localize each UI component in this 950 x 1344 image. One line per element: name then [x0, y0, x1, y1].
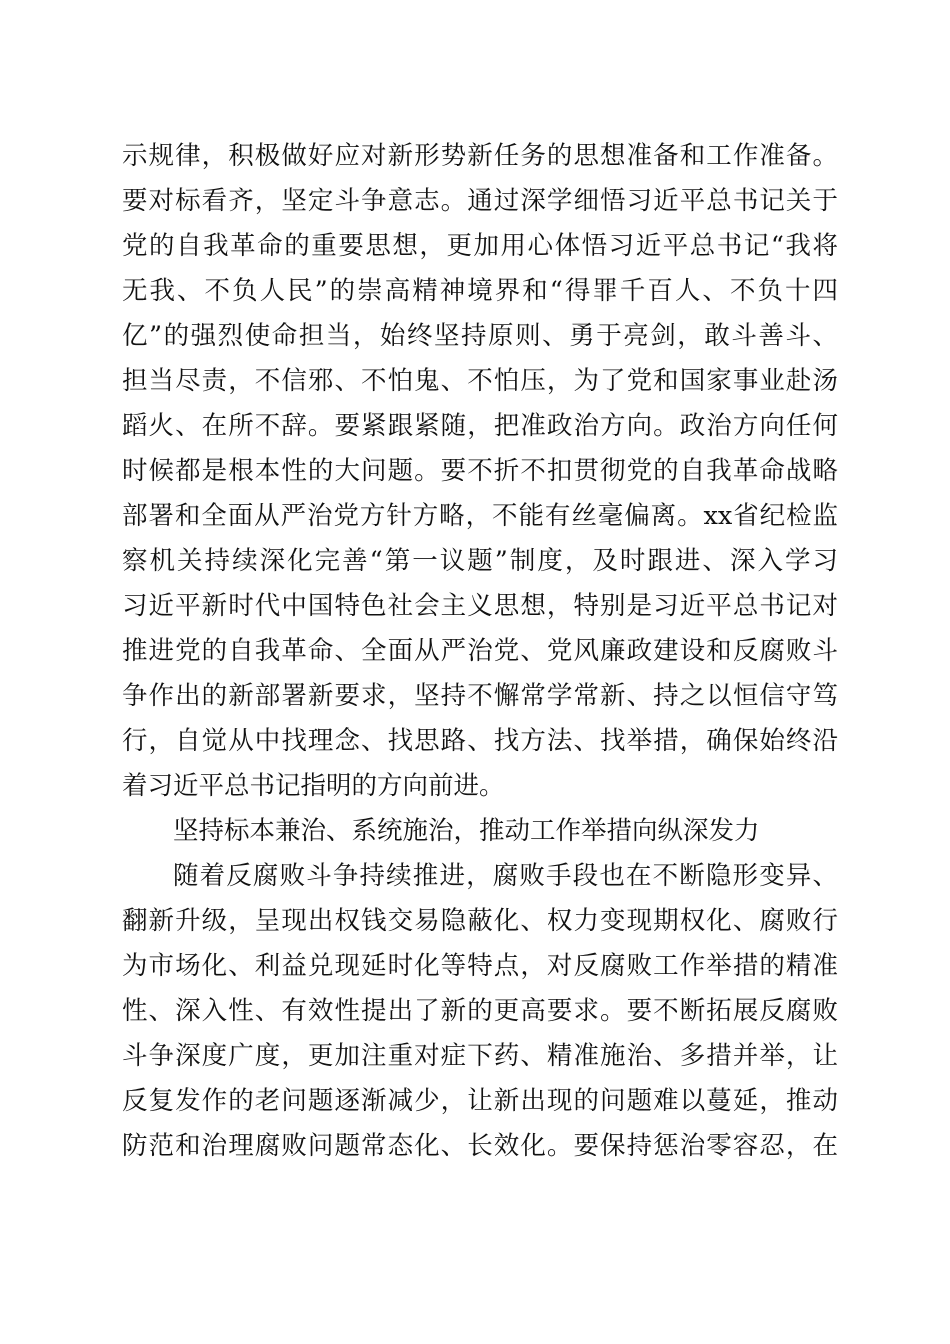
paragraph-1-line-14: 行，自觉从中找理念、找思路、找方法、找举措，确保始终沿	[122, 726, 838, 756]
paragraph-1-line-12: 推进党的自我革命、全面从严治党、党风廉政建设和反腐败斗	[122, 636, 838, 666]
paragraph-1-line-2: 要对标看齐，坚定斗争意志。通过深学细悟习近平总书记关于	[122, 186, 838, 216]
paragraph-1-line-15: 着习近平总书记指明的方向前进。	[122, 771, 505, 801]
paragraph-2-line-5: 斗争深度广度，更加注重对症下药、精准施治、多措并举，让	[122, 1041, 838, 1071]
paragraph-2-line-6: 反复发作的老问题逐渐减少，让新出现的问题难以蔓延，推动	[122, 1086, 838, 1116]
paragraph-1-line-8: 时候都是根本性的大问题。要不折不扣贯彻党的自我革命战略	[122, 456, 838, 486]
paragraph-1-line-4: 无我、不负人民”的崇高精神境界和“得罪千百人、不负十四	[122, 276, 838, 306]
paragraph-2-line-3: 为市场化、利益兑现延时化等特点，对反腐败工作举措的精准	[122, 951, 838, 981]
paragraph-1-line-10: 察机关持续深化完善“第一议题”制度，及时跟进、深入学习	[122, 546, 838, 576]
paragraph-1-line-13: 争作出的新部署新要求，坚持不懈常学常新、持之以恒信守笃	[122, 681, 838, 711]
paragraph-1-line-9: 部署和全面从严治党方针方略，不能有丝毫偏离。xx省纪检监	[122, 501, 838, 531]
paragraph-2-line-4: 性、深入性、有效性提出了新的更高要求。要不断拓展反腐败	[122, 996, 838, 1026]
paragraph-1-line-5: 亿”的强烈使命担当，始终坚持原则、勇于亮剑，敢斗善斗、	[122, 321, 838, 351]
section-heading: 坚持标本兼治、系统施治，推动工作举措向纵深发力	[173, 816, 760, 846]
paragraph-2-line-1: 随着反腐败斗争持续推进，腐败手段也在不断隐形变异、	[173, 861, 838, 891]
paragraph-1-line-1: 示规律，积极做好应对新形势新任务的思想准备和工作准备。	[122, 141, 838, 171]
paragraph-1-line-3: 党的自我革命的重要思想，更加用心体悟习近平总书记“我将	[122, 231, 838, 261]
paragraph-2-line-7: 防范和治理腐败问题常态化、长效化。要保持惩治零容忍，在	[122, 1131, 838, 1161]
paragraph-2-line-2: 翻新升级，呈现出权钱交易隐蔽化、权力变现期权化、腐败行	[122, 906, 838, 936]
paragraph-1-line-6: 担当尽责，不信邪、不怕鬼、不怕压，为了党和国家事业赴汤	[122, 366, 838, 396]
paragraph-1-line-7: 蹈火、在所不辞。要紧跟紧随，把准政治方向。政治方向任何	[122, 411, 838, 441]
paragraph-1-line-11: 习近平新时代中国特色社会主义思想，特别是习近平总书记对	[122, 591, 838, 621]
